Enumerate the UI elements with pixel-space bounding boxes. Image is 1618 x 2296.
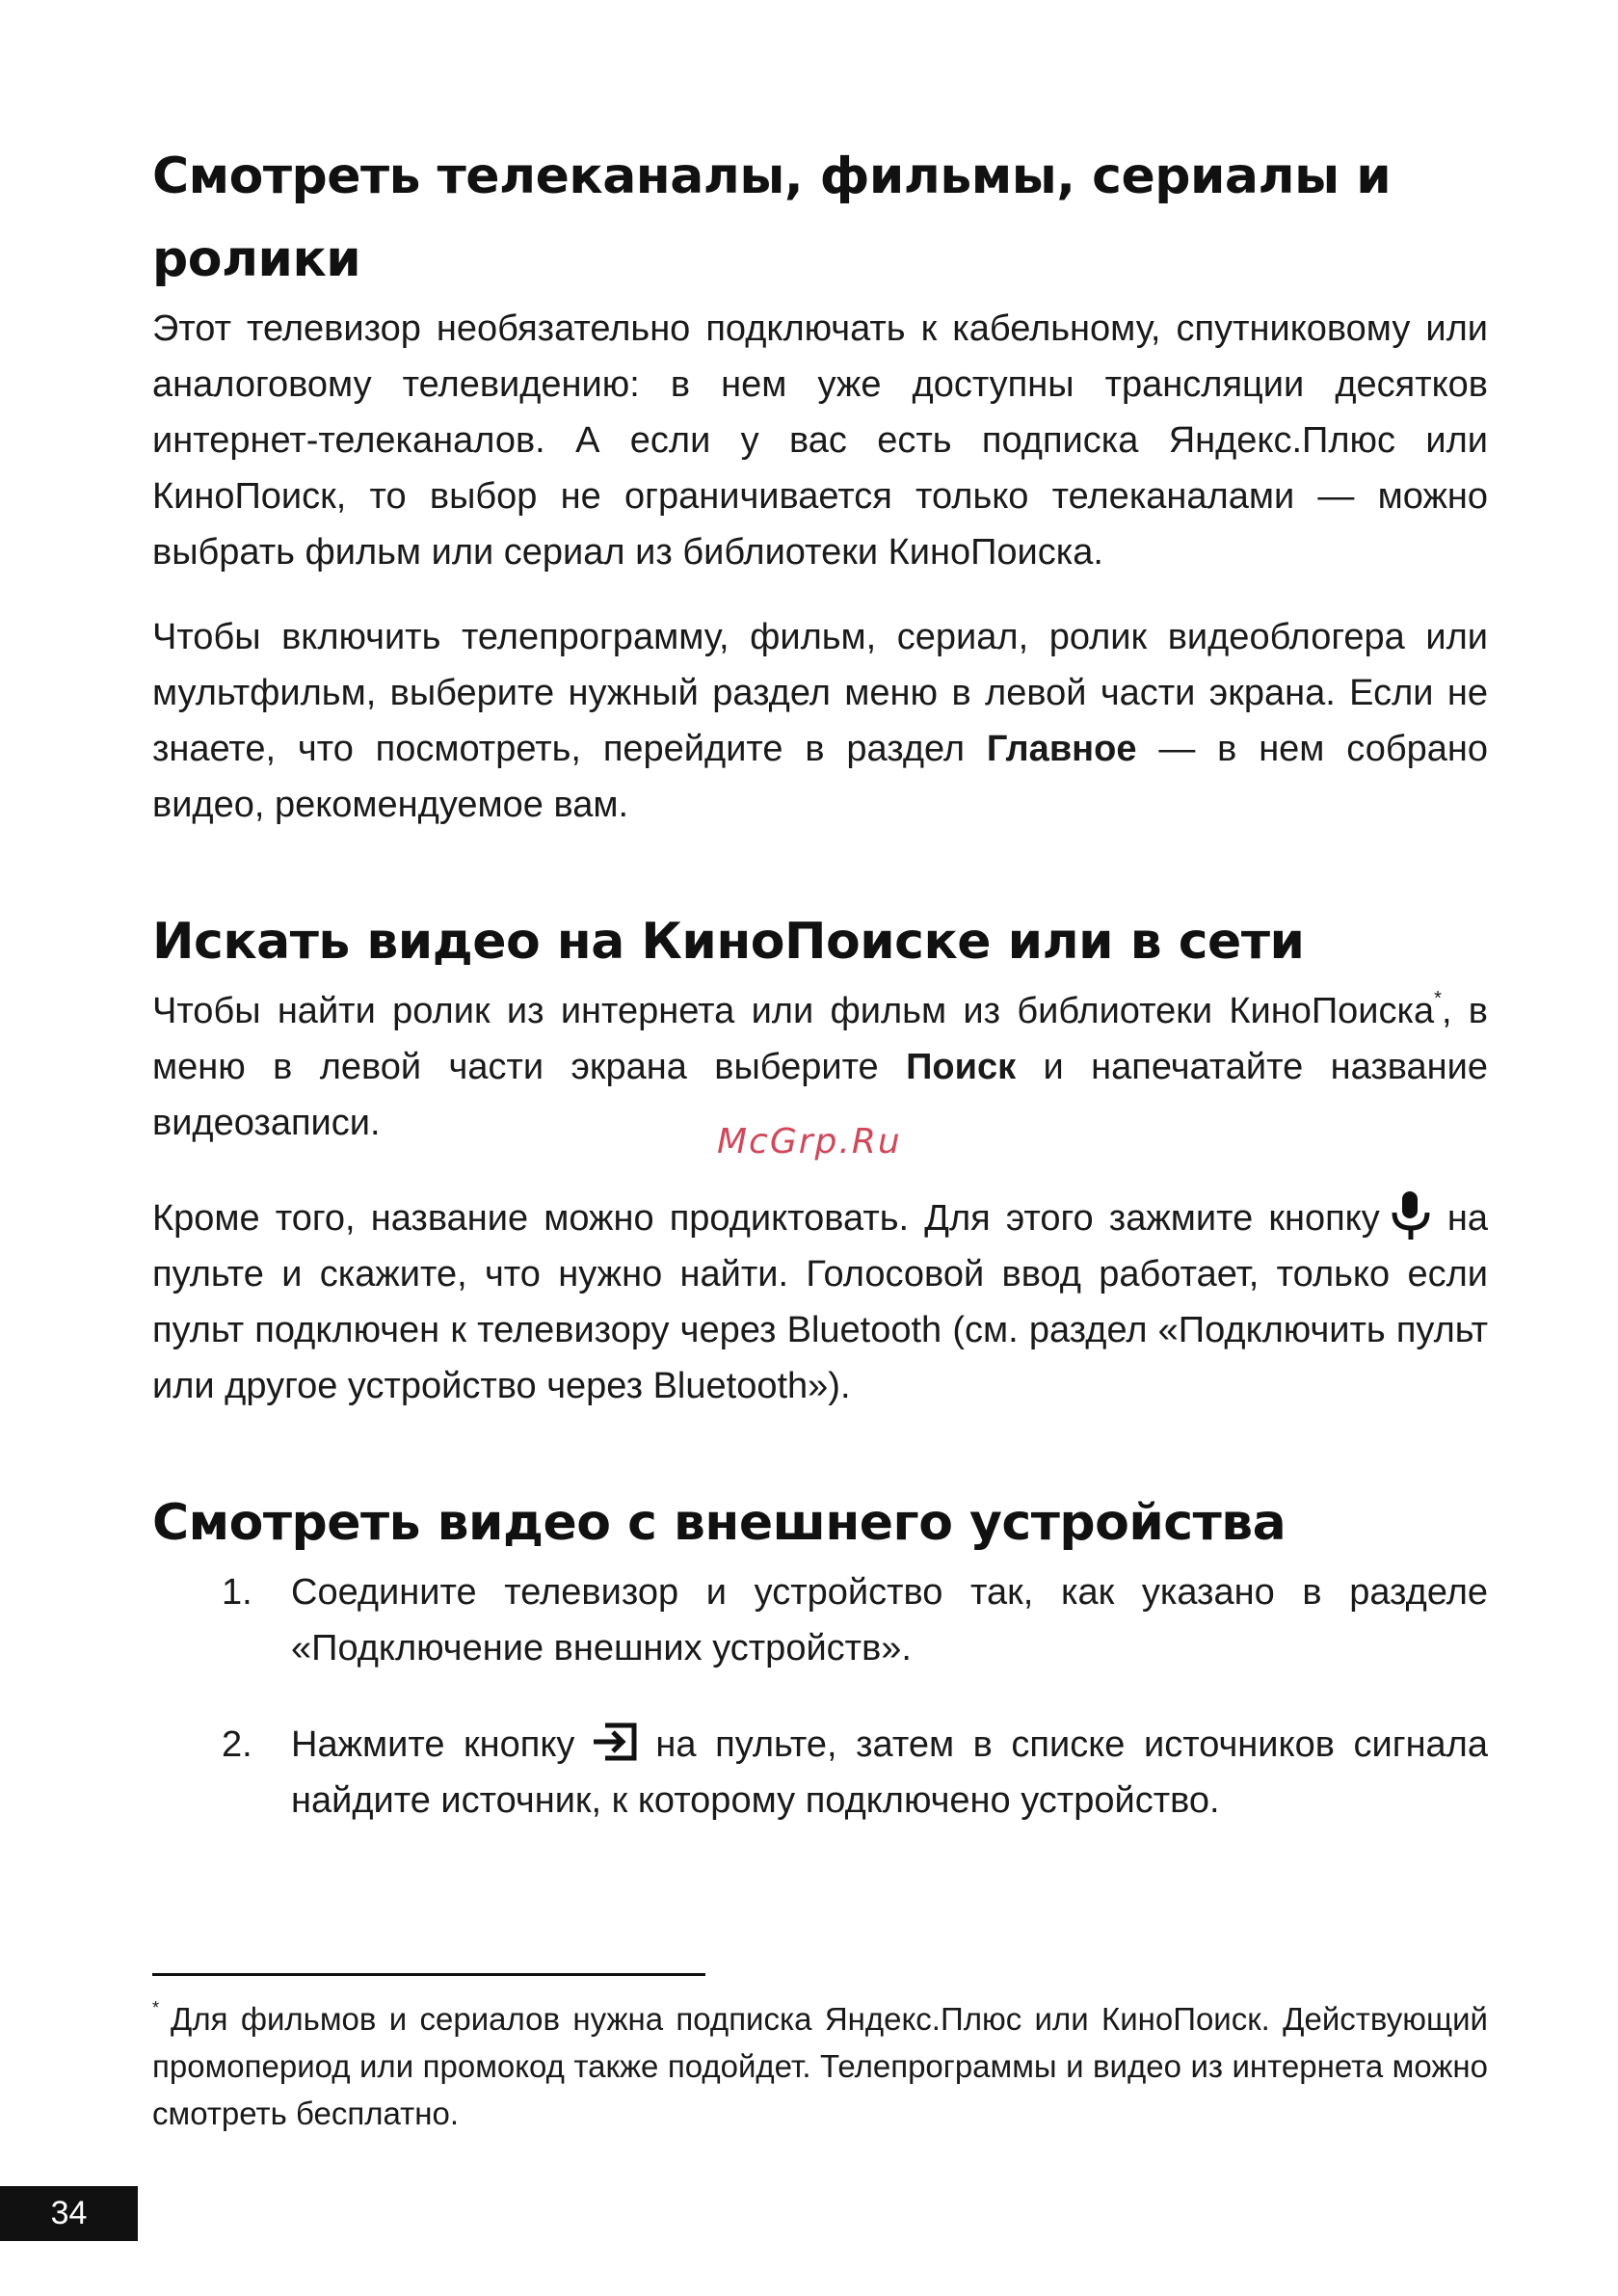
paragraph-text: — в нем собрано видео, рекомендуемое вам. xyxy=(152,729,1488,825)
bold-term-main: Главное xyxy=(986,729,1137,769)
list-item xyxy=(222,1717,1488,1829)
paragraph-text: на пульте, затем в списке источников сигнала найдите источник, к которому подключено устройство. xyxy=(291,1724,1488,1821)
list-item xyxy=(222,1564,1488,1676)
bold-term-search: Поиск xyxy=(906,1047,1017,1087)
watermark: McGrp.Ru xyxy=(717,1122,902,1161)
paragraph-text: Кроме того, название можно продиктовать. Для этого зажмите кнопку xyxy=(152,1198,1380,1239)
section-heading-search-video: Искать видео на КиноПоиске или в сети xyxy=(152,913,1305,971)
paragraph-text: Нажмите кнопку xyxy=(291,1724,575,1765)
section-heading-external-device: Смотреть видео с внешнего устройства xyxy=(152,1494,1286,1552)
page-content xyxy=(152,135,1488,1829)
footnote-text: Для фильмов и сериалов нужна подписка Яндекс.Плюс или КиноПоиск. Действующий промопериод или промокод также подойдет. Телепрограммы и видео из интернета можно смотреть бесплатно. xyxy=(152,2001,1488,2131)
paragraph-tv-intro: Этот телевизор необязательно подключать к кабельному, спутниковому или аналоговому телевидению: в нем уже доступны трансляции десятков интернет-телеканалов. А если у вас есть подписка Яндекс.Плюс или КиноПоиск, то выбор не ограничивается только телеканалами — можно выбрать фильм или сериал из библиотеки КиноПоиска. xyxy=(152,308,1488,573)
section-heading-watch-channels: Смотреть телеканалы, фильмы, сериалы и ролики xyxy=(152,147,1392,288)
step-number: 1. xyxy=(222,1572,252,1613)
footnote-marker: * xyxy=(152,1998,160,2017)
paragraph-text: Чтобы найти ролик из интернета или фильм из библиотеки КиноПоиска xyxy=(152,991,1435,1031)
input-source-icon xyxy=(592,1722,638,1762)
paragraph-text: , в меню в левой части экрана выберите xyxy=(152,991,1488,1087)
paragraph-text: Чтобы включить телепрограмму, фильм, сериал, ролик видеоблогера или мультфильм, выберите нужный раздел меню в левой части экрана. Если не знаете, что посмотреть, перейдите в раздел xyxy=(152,617,1488,769)
step-text: Соедините телевизор и устройство так, как указано в разделе «Подключение внешних устройств». xyxy=(291,1572,1488,1669)
paragraph-text: и напечатайте название видеозаписи. xyxy=(152,1047,1488,1143)
paragraph-text: на пульте и скажите, что нужно найти. Голосовой ввод работает, только если пульт подключен к телевизору через Bluetooth (см. раздел «Подключить пульт или другое устройство через Bluetooth»). xyxy=(152,1198,1488,1406)
footnote-divider xyxy=(152,1973,705,1976)
paragraph-voice-input xyxy=(152,1189,1488,1414)
paragraph-menu-sections xyxy=(152,609,1488,833)
footnote-marker: * xyxy=(1434,988,1442,1009)
microphone-icon xyxy=(1390,1189,1432,1243)
footnote xyxy=(152,1995,1488,2137)
steps-list xyxy=(152,1564,1488,1829)
step-number: 2. xyxy=(222,1724,252,1765)
step-text xyxy=(291,1717,1488,1829)
page-number: 34 xyxy=(0,2186,138,2241)
